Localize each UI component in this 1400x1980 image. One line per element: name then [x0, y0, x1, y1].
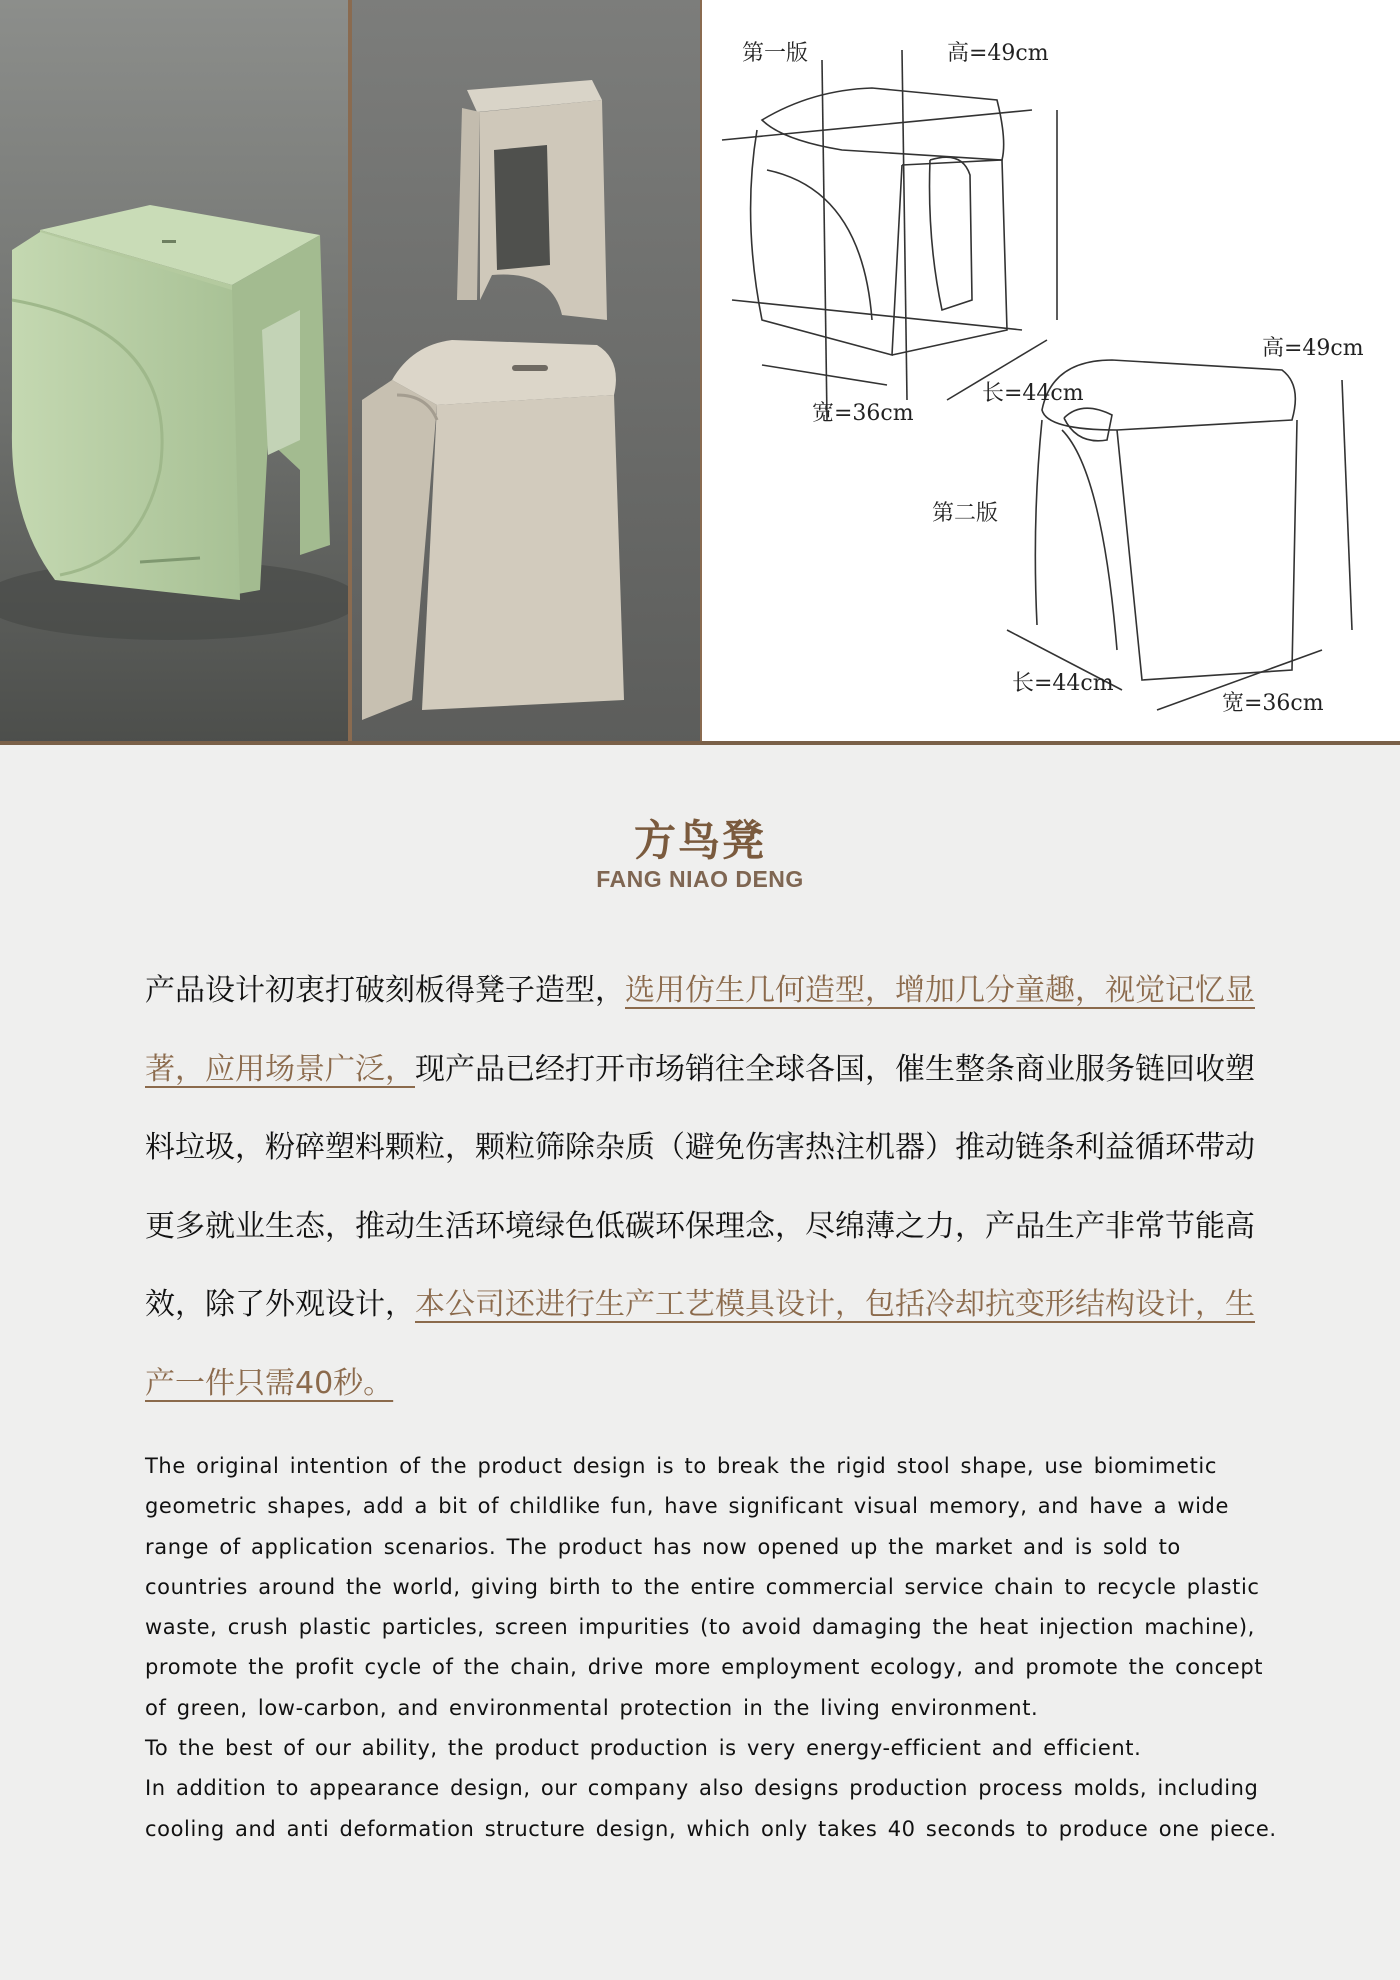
- sketch-label-version1: 第一版: [742, 41, 809, 66]
- sketch-dim-v1-length: 长=44cm: [982, 381, 1084, 406]
- en-text-segment: In addition to appearance design, our company also designs production process molds, including cooling and anti deformation structure design, which only takes 40 seconds to produce one piece.: [145, 1776, 1277, 1841]
- sketch-dim-v1-height: 高=49cm: [947, 41, 1049, 66]
- sketch-label-version2: 第二版: [932, 501, 999, 526]
- english-description: [145, 1446, 1285, 1849]
- cn-highlight-segment: 本公司还进行生产工艺模具设计，包括冷却抗变形结构设计，生产一件只需40秒。: [145, 1287, 1255, 1401]
- page-title: 方鸟凳: [633, 816, 766, 865]
- sketch-dim-v2-length: 长=44cm: [1012, 671, 1114, 696]
- cn-highlight-segment: 选用仿生几何造型，增加几分童趣，视觉记忆显著，应用场景广泛，: [145, 973, 1255, 1087]
- chinese-description: [145, 952, 1275, 1423]
- design-sketch: [702, 0, 1400, 745]
- hero-bottom-border: [0, 741, 1400, 745]
- hero-image-strip: [0, 0, 1400, 745]
- en-text-segment: To the best of our ability, the product production is very energy-efficient and efficient.: [145, 1736, 1142, 1761]
- cn-text-segment: 产品设计初衷打破刻板得凳子造型，: [145, 973, 625, 1008]
- beige-stools-render: [352, 0, 700, 745]
- en-text-segment: The original intention of the product design is to break the rigid stool shape, use biomimetic geometric shapes, add a bit of childlike fun, have significant visual memory, and have a wide range of application scenarios. The product has now opened up the market and is sold to countries around the world, giving birth to the entire commercial service chain to recycle plastic waste, crush plastic particles, screen impurities (to avoid damaging the heat injection machine), promote the profit cycle of the chain, drive more employment ecology, and promote the concept of green, low-carbon, and environmental protection in the living environment.: [145, 1454, 1264, 1720]
- sketch-dim-v2-height: 高=49cm: [1262, 336, 1364, 361]
- page-subtitle: FANG NIAO DENG: [596, 866, 804, 892]
- cn-text-segment: 现产品已经打开市场销往全球各国，催生整条商业服务链回收塑料垃圾，粉碎塑料颗粒，颗粒筛除杂质（避免伤害热注机器）推动链条利益循环带动更多就业生态，推动生活环境绿色低碳环保理念，尽绵薄之力，产品生产非常节能高效，除了外观设计，: [145, 1051, 1255, 1322]
- sketch-dim-v1-width: 宽=36cm: [812, 401, 914, 426]
- green-stool-render: [0, 0, 348, 745]
- sketch-dim-v2-width: 宽=36cm: [1222, 691, 1324, 716]
